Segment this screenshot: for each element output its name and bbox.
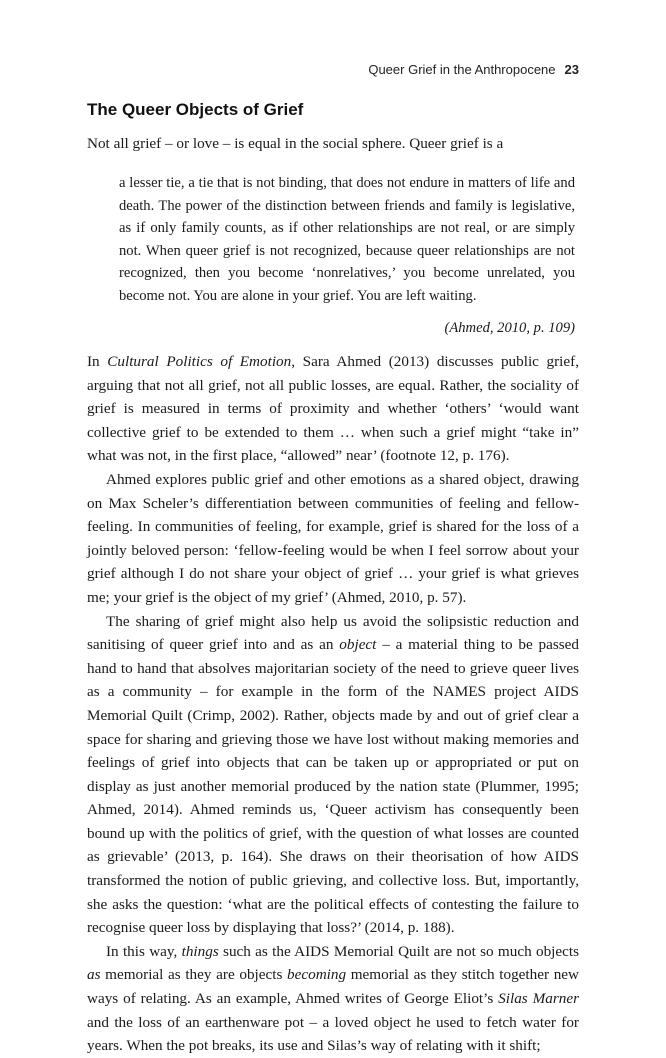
paragraph-3	[87, 610, 579, 940]
italic-term: as	[87, 966, 101, 984]
text-run: and the loss of an earthenware pot – a loved object he used to fetch water for years. When the pot breaks, its use and Silas’s way of relating with it shift;	[87, 1013, 579, 1055]
paragraph-1	[87, 350, 579, 468]
running-header	[368, 62, 579, 77]
lead-sentence: Not all grief – or love – is equal in the social sphere. Queer grief is a	[87, 135, 504, 152]
italic-term: object	[339, 636, 377, 654]
italic-title: Cultural Politics of Emotion	[107, 353, 292, 370]
text-run: memorial as they stitch together new ways of relating. As an example, Ahmed writes of George Eliot’s	[87, 966, 579, 1008]
text-run: – a material thing to be passed hand to hand that absolves majoritarian society of the need to grieve queer lives as a community – for example in the form of the NAMES project AIDS Memorial Quilt (Crimp, 2002). Rather, objects made by and out of grief clear a space for sharing and grieving those we have lost without making memories and feelings of grief into objects that can be taken up or appropriated or put on display as just another memorial produced by the nation state (Plummer, 1995; Ahmed, 2014). Ahmed reminds us, ‘Queer activism has consequently been bound up with the politics of grief, with the question of what losses are counted as grievable’ (2013, p. 164). She draws on their theorisation of how AIDS transformed the notion of public grieving, and collective loss. But, importantly, she asks the question: ‘what are the political effects of contesting the failure to recognise queer loss by displaying that loss?’ (2014, p. 188).	[87, 636, 579, 937]
section-title: The Queer Objects of Grief	[87, 100, 304, 119]
italic-title: Silas Marner	[498, 990, 579, 1008]
text-run: In this way,	[106, 942, 182, 960]
text-run: In	[87, 353, 108, 370]
text-run: such as the AIDS Memorial Quilt are not so much objects	[218, 942, 579, 960]
running-title: Queer Grief in the Anthropocene	[368, 62, 556, 77]
text-run: memorial as they are objects	[100, 966, 288, 984]
text-run: , Sara Ahmed (2013) discusses public grief, arguing that not all grief, not all public losses, are equal. Rather, the sociality of grief is measured in terms of proximity and whether ‘others’ ‘would want collective grief to be extended to them … when such a grief might “take in” what was not, in the first place, “allowed” near’ (footnote 12, p. 176).	[87, 353, 579, 465]
block-quote: a lesser tie, a tie that is not binding, that does not endure in matters of life and death. The power of the distinction between friends and family is legislative, as if only family counts, as if other relationships are not real, or are simply not. When queer grief is not recognized, because queer relationships are not recognized, then you become ‘nonrelatives,’ you become unrelated, you become not. You are alone in your grief. You are left waiting.	[119, 175, 575, 304]
text-run: The sharing of grief might also help us avoid the solipsistic reduction and sanitising of queer grief into and as an	[87, 612, 579, 654]
body-text	[87, 350, 579, 1058]
paragraph-4	[87, 940, 579, 1058]
italic-term: things	[181, 942, 219, 960]
italic-term: becoming	[287, 966, 347, 984]
page-number: 23	[564, 62, 579, 77]
quote-citation: (Ahmed, 2010, p. 109)	[444, 320, 575, 336]
paragraph-2: Ahmed explores public grief and other emotions as a shared object, drawing on Max Scheler’s differentiation between communities of feeling and fellow-feeling. In communities of feeling, for example, grief is shared for the loss of a jointly beloved person: ‘fellow-feeling would be when I feel sorrow about your grief although I do not share your object of grief … your grief is what grieves me; your grief is the object of my grief’ (Ahmed, 2010, p. 57).	[87, 470, 579, 606]
